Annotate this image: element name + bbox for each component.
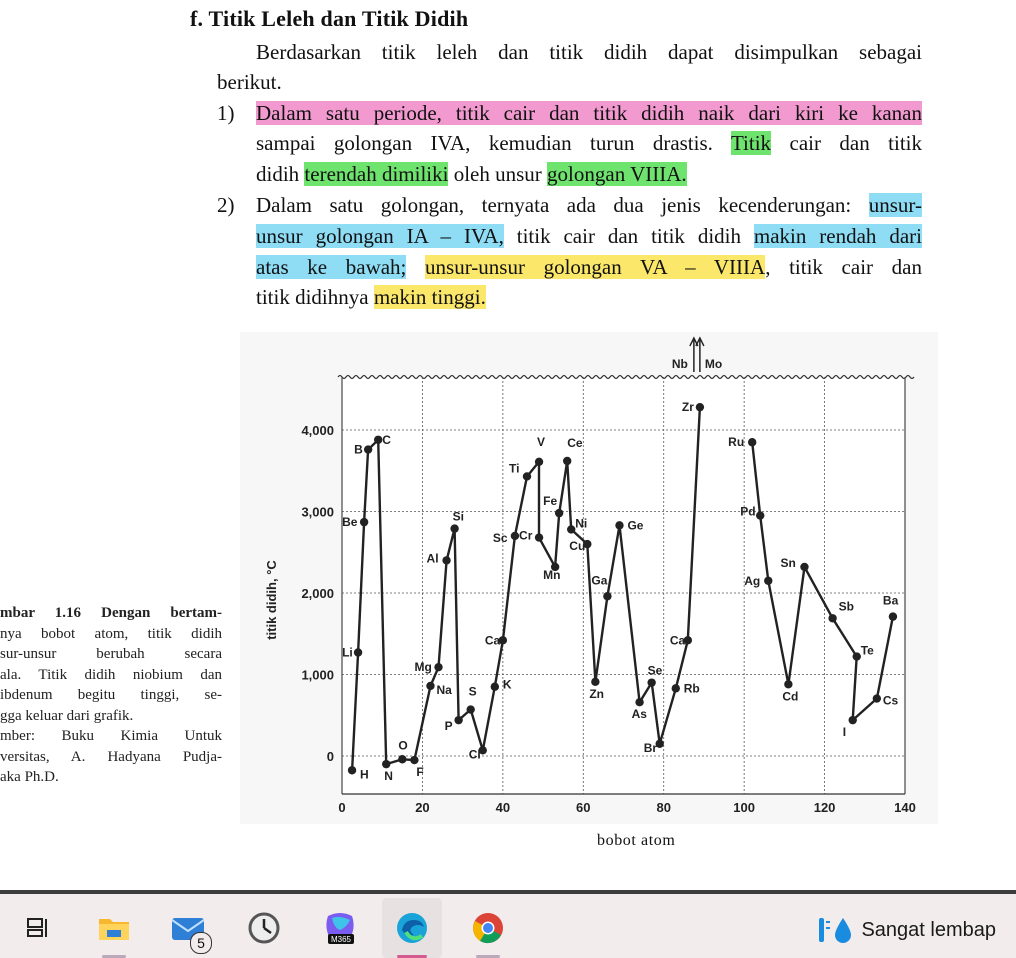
- data-point: [466, 705, 474, 713]
- highlighted-text: terendah dimiliki: [304, 162, 449, 186]
- point-label: Ni: [575, 516, 588, 531]
- point-label: Ag: [744, 573, 761, 588]
- x-tick-label: 20: [415, 800, 430, 815]
- caption-line: ala. Titik didih niobium dan: [0, 666, 222, 683]
- data-point: [410, 756, 418, 764]
- highlighted-text: Titik: [730, 131, 772, 155]
- data-point: [382, 760, 390, 768]
- humidity-icon: [815, 914, 855, 946]
- mail-badge: 5: [190, 932, 212, 954]
- point-label: O: [398, 738, 408, 753]
- data-point: [450, 524, 458, 532]
- text-span: [406, 255, 425, 279]
- caption-line: mber: Buku Kimia Untuk: [0, 728, 222, 744]
- point-label: Sb: [838, 599, 854, 614]
- data-point: [635, 698, 643, 706]
- caption-line: aka Ph.D.: [0, 769, 59, 785]
- point-label: Fe: [543, 494, 558, 509]
- data-point: [555, 509, 563, 517]
- point-label: Sn: [780, 555, 796, 570]
- data-point: [523, 472, 531, 480]
- edge-icon[interactable]: [382, 898, 442, 958]
- clock-icon[interactable]: [234, 898, 294, 958]
- data-point: [591, 678, 599, 686]
- caption-line: ibdenum begitu tinggi, se-: [0, 687, 222, 703]
- data-point: [360, 518, 368, 526]
- section-heading: f. Titik Leleh dan Titik Didih: [190, 6, 469, 31]
- point-label: I: [842, 725, 847, 740]
- data-point: [354, 648, 362, 656]
- caption-line: versitas, A. Hadyana Pudja-: [0, 748, 222, 765]
- point-label: As: [631, 707, 647, 722]
- data-point: [615, 521, 623, 529]
- highlighted-text: Dalam satu periode, titik cair dan titik didih naik dari kiri ke kanan: [256, 101, 922, 125]
- data-point: [853, 652, 861, 660]
- point-label: S: [468, 684, 477, 699]
- boiling-point-chart: [240, 332, 938, 824]
- intro-line-2: berikut.: [217, 70, 282, 94]
- x-tick-label: 40: [495, 800, 511, 815]
- text-span: , titik cair dan: [765, 255, 922, 279]
- point-label: Mg: [414, 660, 432, 675]
- widgets-icon[interactable]: [8, 898, 68, 958]
- chrome-icon[interactable]: [458, 898, 518, 958]
- point-label: Li: [342, 645, 353, 660]
- x-tick-label: 80: [656, 800, 671, 815]
- caption-line: gga keluar dari grafik.: [0, 707, 134, 724]
- point-2-line: [256, 283, 486, 311]
- data-point: [672, 684, 680, 692]
- point-label: Be: [342, 515, 358, 530]
- figure-caption: [0, 603, 222, 788]
- data-point: [756, 511, 764, 519]
- point-label: K: [502, 677, 512, 692]
- data-point: [800, 563, 808, 571]
- point-label: Ge: [627, 518, 644, 533]
- text-span: didih: [256, 162, 305, 186]
- m365-icon[interactable]: [310, 898, 370, 958]
- data-point: [828, 614, 836, 622]
- highlighted-text: unsur-: [868, 193, 922, 217]
- point-label: V: [537, 434, 546, 449]
- y-axis-label: titik didih, °C: [264, 560, 279, 640]
- point-label: Ru: [728, 435, 745, 450]
- data-point: [491, 683, 499, 691]
- data-point: [434, 663, 442, 671]
- data-point: [535, 533, 543, 541]
- data-point: [873, 694, 881, 702]
- data-point: [647, 678, 655, 686]
- point-label: Cs: [882, 693, 899, 708]
- point-label: Cr: [519, 528, 533, 543]
- point-label: Se: [647, 663, 663, 678]
- m365-label: M365: [330, 935, 352, 944]
- point-label: N: [384, 769, 393, 784]
- data-point: [374, 436, 382, 444]
- highlighted-text: unsur golongan IA – IVA,: [256, 224, 504, 248]
- point-label: Ba: [882, 593, 899, 608]
- highlighted-text: makin tinggi.: [373, 285, 486, 309]
- file-explorer-icon[interactable]: [84, 898, 144, 958]
- intro-line-1: Berdasarkan titik leleh dan titik didih dapat disimpulkan sebagai: [256, 40, 922, 64]
- taskbar: [0, 890, 1016, 958]
- data-point: [398, 755, 406, 763]
- data-point: [511, 532, 519, 540]
- point-label: Br: [643, 740, 658, 755]
- y-tick-label: 3,000: [301, 504, 334, 520]
- point-label: Te: [860, 643, 874, 658]
- point-label: Al: [426, 551, 439, 566]
- point-2-line: [256, 222, 922, 250]
- data-point: [784, 680, 792, 688]
- text-span: Dalam satu golongan, ternyata ada dua jenis kecenderungan:: [256, 193, 869, 217]
- data-point: [748, 438, 756, 446]
- point-label: C: [382, 432, 391, 447]
- point-label: H: [360, 767, 369, 782]
- point-label: Ca: [484, 633, 501, 648]
- highlighted-text: golongan VIIIA.: [547, 162, 687, 186]
- point-label: Rb: [683, 681, 700, 696]
- data-point: [426, 682, 434, 690]
- point-label: Ce: [567, 435, 583, 450]
- point-label: Ca: [669, 633, 686, 648]
- point-label: F: [416, 765, 424, 780]
- data-point: [567, 525, 575, 533]
- point-2-line: [256, 253, 922, 281]
- data-point: [603, 592, 611, 600]
- data-point: [535, 458, 543, 466]
- point-label: Zr: [681, 400, 694, 415]
- point-label: Sc: [492, 530, 508, 545]
- point-label: Zn: [589, 686, 605, 701]
- text-span: sampai golongan IVA, kemudian turun drastis.: [256, 131, 731, 155]
- highlighted-text: atas ke bawah;: [256, 255, 407, 279]
- text-span: cair dan titik: [771, 131, 922, 155]
- data-point: [454, 716, 462, 724]
- y-tick-label: 2,000: [301, 586, 334, 601]
- highlighted-text: unsur-unsur golongan VA – VIIIA: [425, 255, 766, 279]
- point-label: P: [444, 719, 453, 734]
- point-label: Mn: [543, 567, 561, 582]
- point-1-number: 1): [217, 101, 235, 125]
- x-tick-label: 140: [894, 800, 916, 815]
- data-point: [696, 403, 704, 411]
- caption-line: sur-unsur berubah secara: [0, 646, 222, 662]
- y-tick-label: 1,000: [301, 667, 334, 683]
- point-label: Si: [452, 509, 464, 524]
- point-2-number: 2): [217, 193, 235, 217]
- point-1-line: [256, 99, 922, 127]
- caption-line: mbar 1.16 Dengan bertam-: [0, 605, 222, 621]
- point-1-line: [256, 160, 687, 188]
- point-label: Ga: [591, 573, 608, 588]
- mo-label: Mo: [704, 357, 723, 371]
- weather-widget[interactable]: [815, 914, 996, 946]
- text-span: titik didihnya: [256, 285, 374, 309]
- chart-figure: [240, 332, 938, 824]
- x-tick-label: 0: [338, 800, 346, 815]
- caption-line: nya bobot atom, titik didih: [0, 625, 222, 642]
- data-point: [889, 612, 897, 620]
- plot-area: [342, 377, 905, 794]
- x-tick-label: 120: [813, 800, 836, 815]
- x-tick-label: 100: [733, 800, 755, 815]
- point-label: B: [354, 442, 363, 457]
- text-span: oleh unsur: [448, 162, 548, 186]
- data-point: [364, 445, 372, 453]
- mail-icon[interactable]: [158, 898, 218, 958]
- data-point: [764, 577, 772, 585]
- y-tick-label: 0: [326, 749, 334, 764]
- x-axis-label: bobot atom: [597, 832, 676, 849]
- point-label: Ti: [508, 461, 520, 476]
- point-1-line: [256, 129, 922, 157]
- point-label: Cl: [468, 747, 481, 762]
- data-point: [849, 716, 857, 724]
- nb-label: Nb: [671, 357, 688, 371]
- point-label: Na: [436, 682, 452, 697]
- data-point: [563, 457, 571, 465]
- data-point: [348, 766, 356, 774]
- x-tick-label: 60: [576, 800, 591, 815]
- point-label: Pd: [740, 504, 756, 519]
- point-2-line: [256, 191, 922, 219]
- highlighted-text: makin rendah dari: [753, 224, 922, 248]
- data-point: [442, 556, 450, 564]
- y-tick-label: 4,000: [301, 423, 334, 438]
- point-label: Cd: [782, 689, 799, 704]
- weather-text: Sangat lembap: [861, 918, 996, 941]
- point-label: Cu: [569, 539, 586, 554]
- text-span: titik cair dan titik didih: [503, 224, 754, 248]
